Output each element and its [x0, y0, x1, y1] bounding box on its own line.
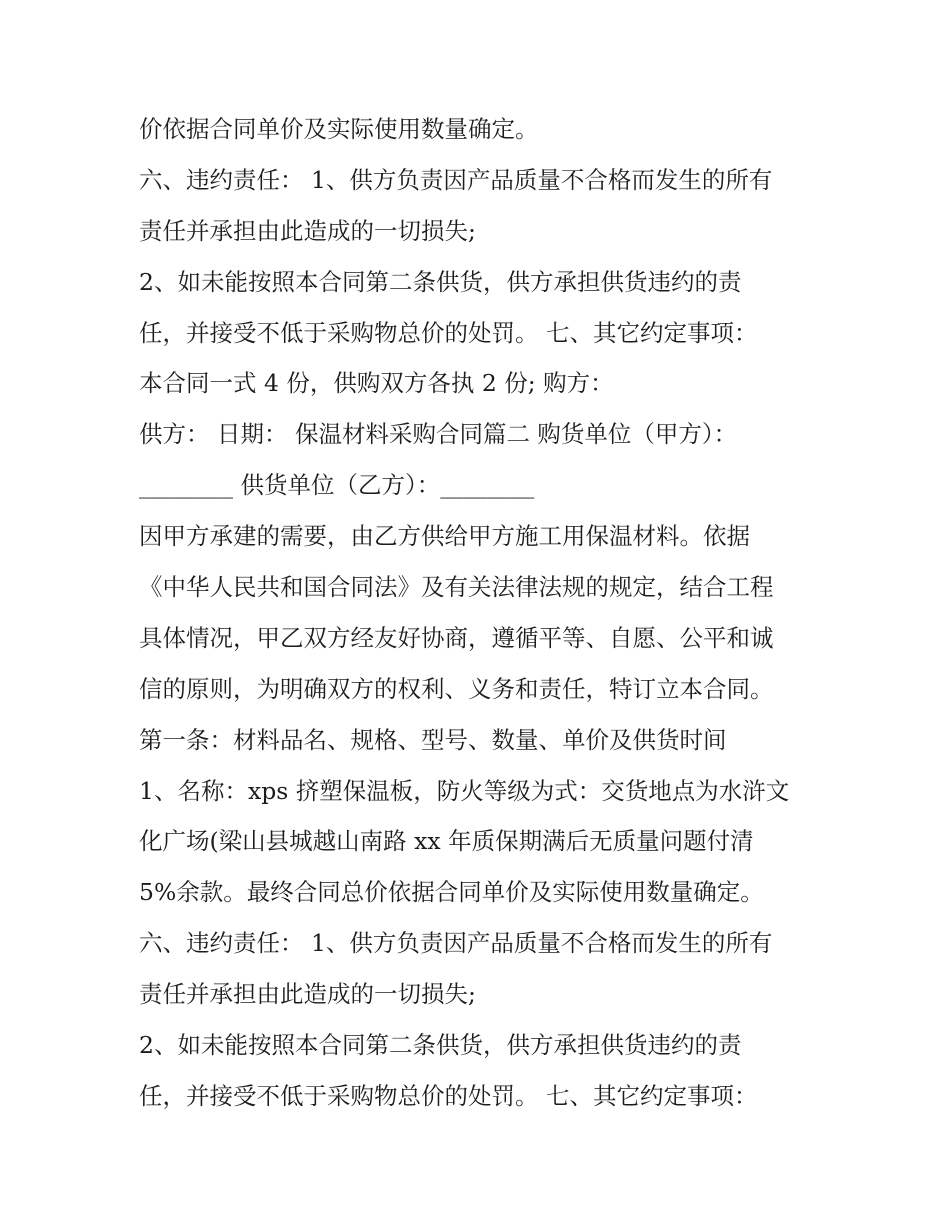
text-line: 《中华人民共和国合同法》及有关法律法规的规定，结合工程 — [139, 573, 774, 602]
text-line: 5%余款。最终合同总价依据合同单价及实际使用数量确定。 — [139, 878, 764, 907]
text-line: 信的原则，为明确双方的权利、义务和责任，特订立本合同。 — [139, 674, 774, 703]
text-line: 本合同一式 4 份，供购双方各执 2 份; 购方： — [139, 369, 614, 398]
text-line: 2、如未能按照本合同第二条供货，供方承担供货违约的责 — [139, 1031, 742, 1060]
text-line: 具体情况，甲乙双方经友好协商，遵循平等、自愿、公平和诚 — [139, 623, 774, 652]
text-line: 责任并承担由此造成的一切损失; — [139, 980, 476, 1009]
text-line: ________ 供货单位（乙方）：________ — [139, 471, 535, 500]
text-line: 第一条：材料品名、规格、型号、数量、单价及供货时间 — [139, 725, 727, 754]
text-line: 1、名称：xps 挤塑保温板，防火等级为式：交货地点为水浒文 — [139, 776, 790, 805]
text-line: 2、如未能按照本合同第二条供货，供方承担供货违约的责 — [139, 267, 742, 296]
text-line: 因甲方承建的需要，由乙方供给甲方施工用保温材料。依据 — [139, 522, 750, 551]
text-line: 化广场(梁山县城越山南路 xx 年质保期满后无质量问题付清 — [139, 827, 754, 856]
text-line: 六、违约责任： 1、供方负责因产品质量不合格而发生的所有 — [139, 929, 773, 958]
text-line: 价依据合同单价及实际使用数量确定。 — [139, 115, 539, 143]
text-line: 任，并接受不低于采购物总价的处罚。 七、其它约定事项： — [139, 1081, 758, 1110]
text-line: 六、违约责任： 1、供方负责因产品质量不合格而发生的所有 — [139, 165, 773, 194]
text-line: 供方： 日期： 保温材料采购合同篇二 购货单位（甲方）： — [139, 420, 738, 449]
text-line: 责任并承担由此造成的一切损失; — [139, 216, 476, 245]
document-body — [139, 104, 839, 1122]
text-line: 任，并接受不低于采购物总价的处罚。 七、其它约定事项： — [139, 318, 758, 347]
